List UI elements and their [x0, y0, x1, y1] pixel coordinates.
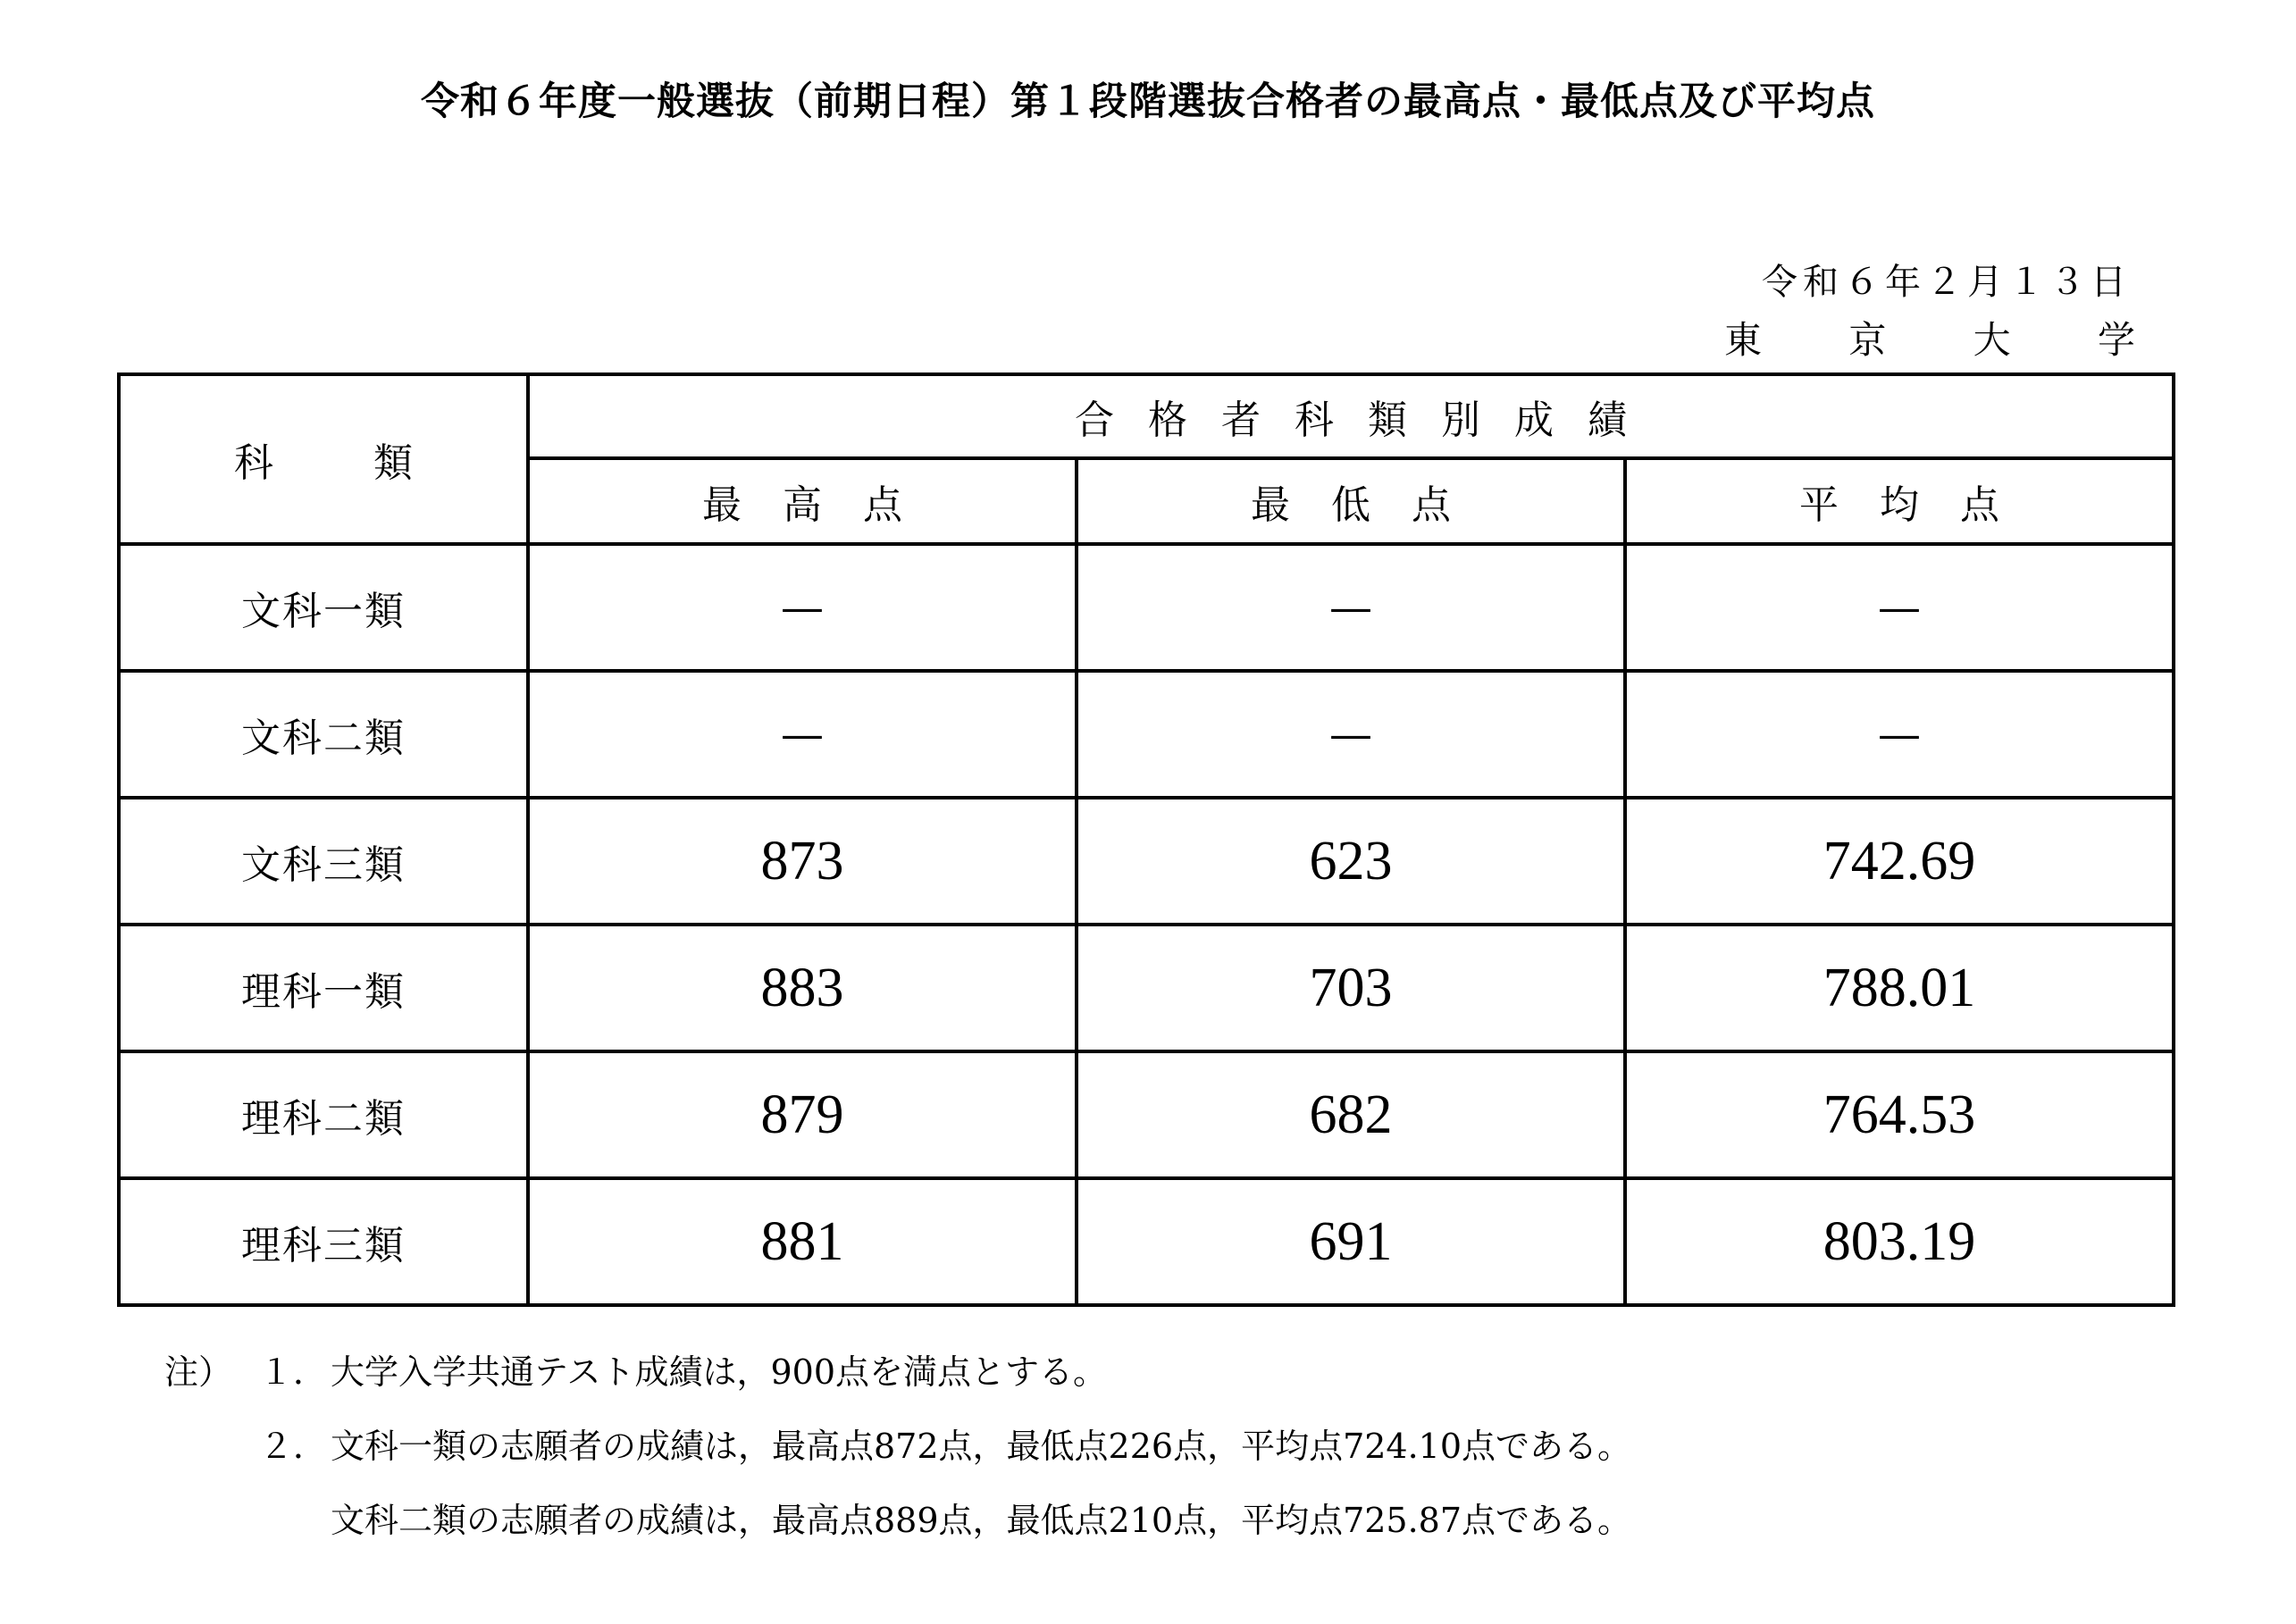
group-header-cell — [528, 374, 2174, 458]
column-header-avg — [1625, 458, 2174, 544]
document-title: 令和６年度一般選抜（前期日程）第１段階選抜合格者の最高点・最低点及び平均点 — [421, 80, 1875, 124]
row-category: 文科三類 — [119, 798, 528, 925]
avg-score-cell: 742.69 — [1625, 798, 2174, 925]
table-row — [119, 544, 2174, 671]
table-row — [119, 798, 2174, 925]
footnote-line — [164, 1484, 1631, 1558]
row-category: 理科三類 — [119, 1178, 528, 1305]
document-date: 令和６年２月１３日 — [1762, 262, 2132, 303]
footnote-label: 注） — [164, 1352, 233, 1392]
footnote-line — [164, 1410, 1631, 1484]
row-category: 理科二類 — [119, 1051, 528, 1178]
organization-name — [1724, 311, 2135, 364]
row-category: 文科二類 — [119, 671, 528, 798]
column-header-label: 最高点 — [702, 482, 943, 528]
max-score-cell: 881 — [528, 1178, 1077, 1305]
table-row — [119, 1051, 2174, 1178]
column-header-min — [1077, 458, 1625, 544]
column-header-max — [528, 458, 1077, 544]
category-header-cell — [119, 374, 528, 544]
footnote-line — [164, 1335, 1631, 1410]
organization-char: 東 — [1724, 318, 1763, 362]
footnote-number: １． — [259, 1352, 328, 1392]
avg-score-cell: — — [1625, 671, 2174, 798]
table-row — [119, 671, 2174, 798]
avg-score-cell: — — [1625, 544, 2174, 671]
footnote-text: 文科一類の志願者の成績は，最高点872点，最低点226点，平均点724.10点である。 — [331, 1427, 1632, 1466]
min-score-cell: 623 — [1077, 798, 1625, 925]
table-header-row — [119, 374, 2174, 458]
footnote-text: 大学入学共通テスト成績は，900点を満点とする。 — [331, 1352, 1108, 1392]
max-score-cell: — — [528, 544, 1077, 671]
organization-char: 学 — [2097, 318, 2135, 362]
scores-table — [117, 373, 2175, 1307]
table-row — [119, 925, 2174, 1051]
footnotes — [164, 1335, 1631, 1558]
max-score-cell: — — [528, 671, 1077, 798]
group-header: 合格者科類別成績 — [1075, 398, 1661, 443]
max-score-cell: 873 — [528, 798, 1077, 925]
min-score-cell: 682 — [1077, 1051, 1625, 1178]
organization-char: 大 — [1973, 318, 2011, 362]
footnote-text: 文科二類の志願者の成績は，最高点889点，最低点210点，平均点725.87点である。 — [331, 1501, 1632, 1540]
min-score-cell: 691 — [1077, 1178, 1625, 1305]
min-score-cell: — — [1077, 671, 1625, 798]
footnote-number: ２． — [259, 1427, 328, 1466]
column-header-label: 最低点 — [1251, 482, 1492, 528]
min-score-cell: — — [1077, 544, 1625, 671]
avg-score-cell: 788.01 — [1625, 925, 2174, 1051]
min-score-cell: 703 — [1077, 925, 1625, 1051]
row-category: 文科一類 — [119, 544, 528, 671]
table-row — [119, 1178, 2174, 1305]
max-score-cell: 883 — [528, 925, 1077, 1051]
organization-char: 京 — [1848, 318, 1887, 362]
column-header-label: 平均点 — [1799, 482, 2040, 528]
row-category: 理科一類 — [119, 925, 528, 1051]
category-header: 科類 — [234, 440, 513, 486]
avg-score-cell: 764.53 — [1625, 1051, 2174, 1178]
avg-score-cell: 803.19 — [1625, 1178, 2174, 1305]
max-score-cell: 879 — [528, 1051, 1077, 1178]
